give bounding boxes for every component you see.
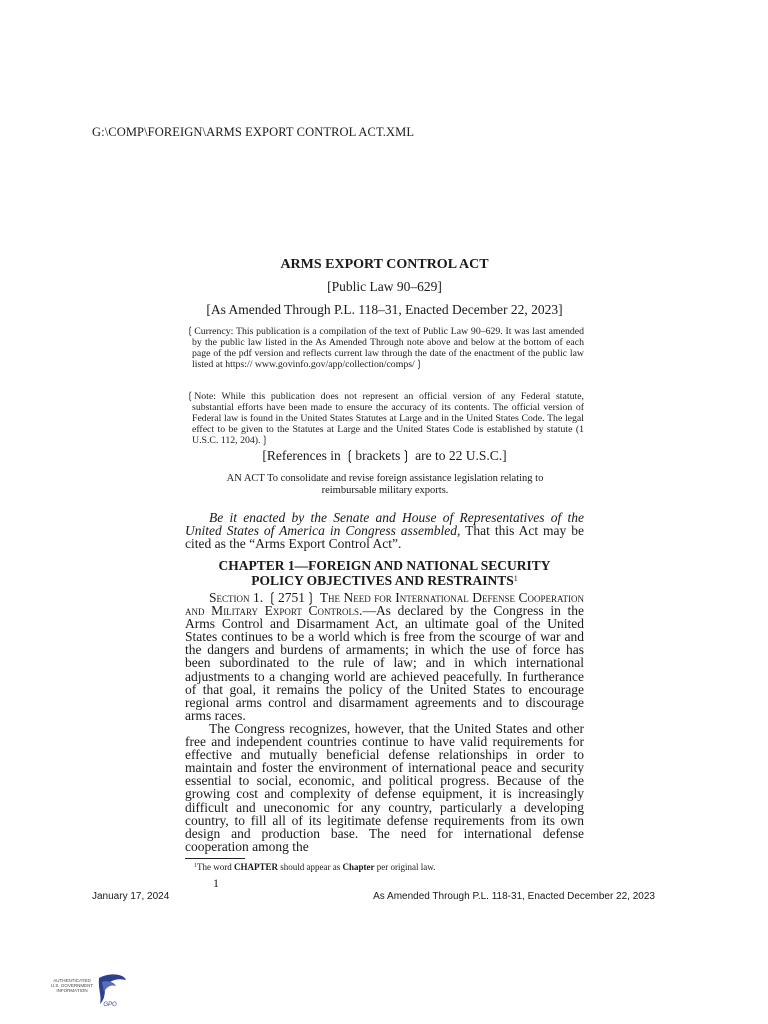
usc-ref: ❲2751❳ bbox=[263, 590, 320, 605]
seal-line3: INFORMATION bbox=[56, 988, 88, 993]
seal-gpo-mark: GPO bbox=[103, 1002, 117, 1008]
chapter-heading-line2: POLICY OBJECTIVES AND RESTRAINTS$^1$ bbox=[251, 573, 518, 588]
act-purpose: AN ACT To consolidate and revise foreign assistance legislation relating to reimbursable military exports. bbox=[226, 473, 544, 496]
footer-amended-through: As Amended Through P.L. 118-31, Enacted December 22, 2023 bbox=[373, 891, 655, 902]
footnote-rule bbox=[185, 858, 245, 859]
section-1-paragraph-1 bbox=[185, 591, 584, 722]
footnote-ref: 1 bbox=[513, 574, 518, 583]
public-law-number: [Public Law 90–629] bbox=[327, 279, 442, 294]
currency-note: ❲Currency: This publication is a compilation of the text of Public Law 90–629. It was last amended by the public law listed in the As Amended Through note above and below at the bottom of each page of the pdf version and reflects current law through the date of the enactment of the public law listed at https:// www.govinfo.gov/app/collection/comps/❳ bbox=[186, 326, 584, 370]
footnote-number: 1 bbox=[194, 863, 197, 869]
document-title: ARMS EXPORT CONTROL ACT bbox=[280, 257, 489, 272]
references-note: [References in ❲brackets❳ are to 22 U.S.C.] bbox=[262, 448, 507, 463]
amended-through-line: [As Amended Through P.L. 118–31, Enacted December 22, 2023] bbox=[206, 302, 563, 317]
footnote: $^1$The word CHAPTER should appear as Chapter per original law. bbox=[194, 862, 436, 872]
enacting-clause-rest: That this Act may be cited as the “Arms Export Control Act”. bbox=[185, 523, 584, 552]
gpo-authentication-seal bbox=[44, 970, 128, 1010]
seal-line2: U.S. GOVERNMENT bbox=[50, 983, 94, 988]
official-version-note: ❲Note: While this publication does not represent an official version of any Federal statute, substantial efforts have been made to ensure the accuracy of its contents. The official version of Federal law is found in the United States Statutes at Large and in the United States Code. The legal effect to be given to the Statutes at Large and the United States Code is established by statute (1 U.S.C. 112, 204).❳ bbox=[186, 391, 584, 446]
section-heading: The Need for International Defense Cooperation and Military Export Controls. bbox=[185, 590, 584, 619]
section-1-paragraph-2: The Congress recognizes, however, that the United States and other free and independent countries continue to have valid requirements for effective and mutually beneficial defense relationships in order to maintain and foster the environment of international peace and security essential to social, economic, and political progress. Because of the growing cost and complexity of defense equipment, it is increasingly difficult and uneconomic for any country, particularly a developing country, to fill all of its legitimate defense requirements from its own design and production base. The need for international defense cooperation among the bbox=[185, 720, 584, 854]
enacting-clause-italic: Be it enacted by the Senate and House of Representatives of the United States of America in Congress assembled, bbox=[185, 510, 584, 539]
file-path-header: G:\COMP\FOREIGN\ARMS EXPORT CONTROL ACT.XML bbox=[92, 125, 415, 139]
section-1 bbox=[185, 591, 584, 853]
seal-line1: AUTHENTICATED bbox=[53, 978, 91, 983]
chapter-heading bbox=[185, 559, 584, 587]
enacting-clause bbox=[185, 511, 584, 550]
gpo-eagle-icon bbox=[44, 970, 128, 1010]
section-label: Section 1. bbox=[209, 590, 264, 605]
footer-date: January 17, 2024 bbox=[92, 891, 170, 902]
chapter-heading-line1: CHAPTER 1—FOREIGN AND NATIONAL SECURITY bbox=[218, 558, 551, 573]
section-1-text-1: —As declared by the Congress in the Arms Control and Disarmament Act, an ultimate goal of the United States continues to be a world which is free from the scourge of war and the dangers and burdens of armaments; in which the use of force has been subordinated to the rule of law; and in which international adjustments to a changing world are achieved peacefully. In furtherance of that goal, it remains the policy of the United States to encourage regional arms control and disarmament agreements and to discourage arms races. bbox=[185, 603, 585, 723]
page-number: 1 bbox=[213, 876, 219, 890]
